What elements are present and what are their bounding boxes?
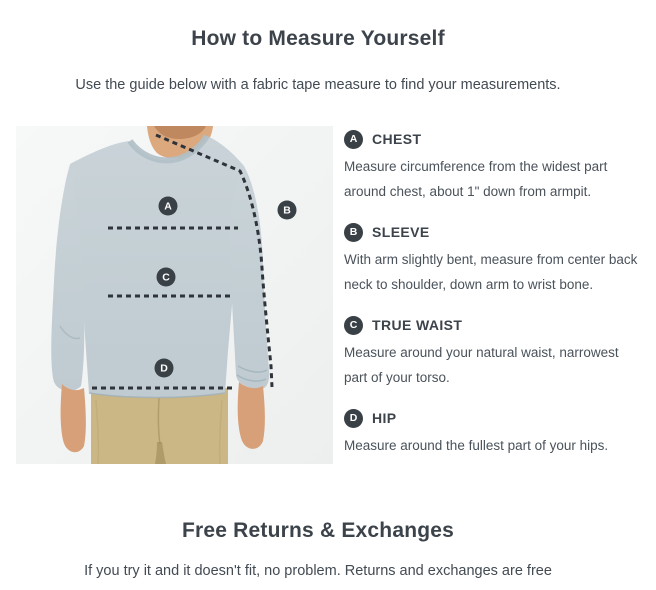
model-photo-illustration xyxy=(16,126,333,464)
model-pants xyxy=(91,388,228,464)
letter-c-badge-icon: C xyxy=(344,316,363,335)
svg-text:A: A xyxy=(164,200,172,213)
measurement-sleeve xyxy=(344,222,642,297)
measurement-chest-heading xyxy=(344,129,642,149)
letter-d-badge-icon: D xyxy=(344,409,363,428)
measurement-label: CHEST xyxy=(372,131,422,147)
svg-text:D: D xyxy=(160,362,168,375)
measurement-description: With arm slightly bent, measure from center back neck to shoulder, down arm to wrist bone. xyxy=(344,252,638,292)
marker-b xyxy=(278,201,297,220)
measurement-hip-heading xyxy=(344,408,642,428)
marker-d xyxy=(155,359,174,378)
measurement-sleeve-heading xyxy=(344,222,642,242)
page-subtitle: Use the guide below with a fabric tape measure to find your measurements. xyxy=(75,77,561,93)
measurement-label: TRUE WAIST xyxy=(372,317,463,333)
letter-a-badge-icon: A xyxy=(344,130,363,149)
measurement-chest xyxy=(344,129,642,204)
svg-text:C: C xyxy=(162,271,170,284)
letter-b-badge-icon: B xyxy=(344,223,363,242)
measurement-diagram-image xyxy=(16,126,333,464)
measurement-true-waist-heading xyxy=(344,315,642,335)
measurement-hip xyxy=(344,408,642,458)
page-title: How to Measure Yourself xyxy=(191,27,445,50)
measurement-true-waist xyxy=(344,315,642,390)
model-shirt-torso xyxy=(70,136,244,398)
model-left-hand xyxy=(61,384,86,452)
returns-title: Free Returns & Exchanges xyxy=(181,519,455,542)
measurement-label: HIP xyxy=(372,410,397,426)
marker-a xyxy=(159,197,178,216)
measurement-description: Measure around your natural waist, narrowest part of your torso. xyxy=(344,345,619,385)
measurement-list xyxy=(344,126,642,476)
measurement-description: Measure circumference from the widest part around chest, about 1" down from armpit. xyxy=(344,159,608,199)
model-right-hand xyxy=(238,382,265,449)
returns-text: If you try it and it doesn't fit, no problem. Returns and exchanges are free xyxy=(84,563,552,579)
svg-text:B: B xyxy=(283,204,291,217)
marker-c xyxy=(157,268,176,287)
measurement-description: Measure around the fullest part of your hips. xyxy=(344,438,609,453)
measurement-label: SLEEVE xyxy=(372,224,430,240)
